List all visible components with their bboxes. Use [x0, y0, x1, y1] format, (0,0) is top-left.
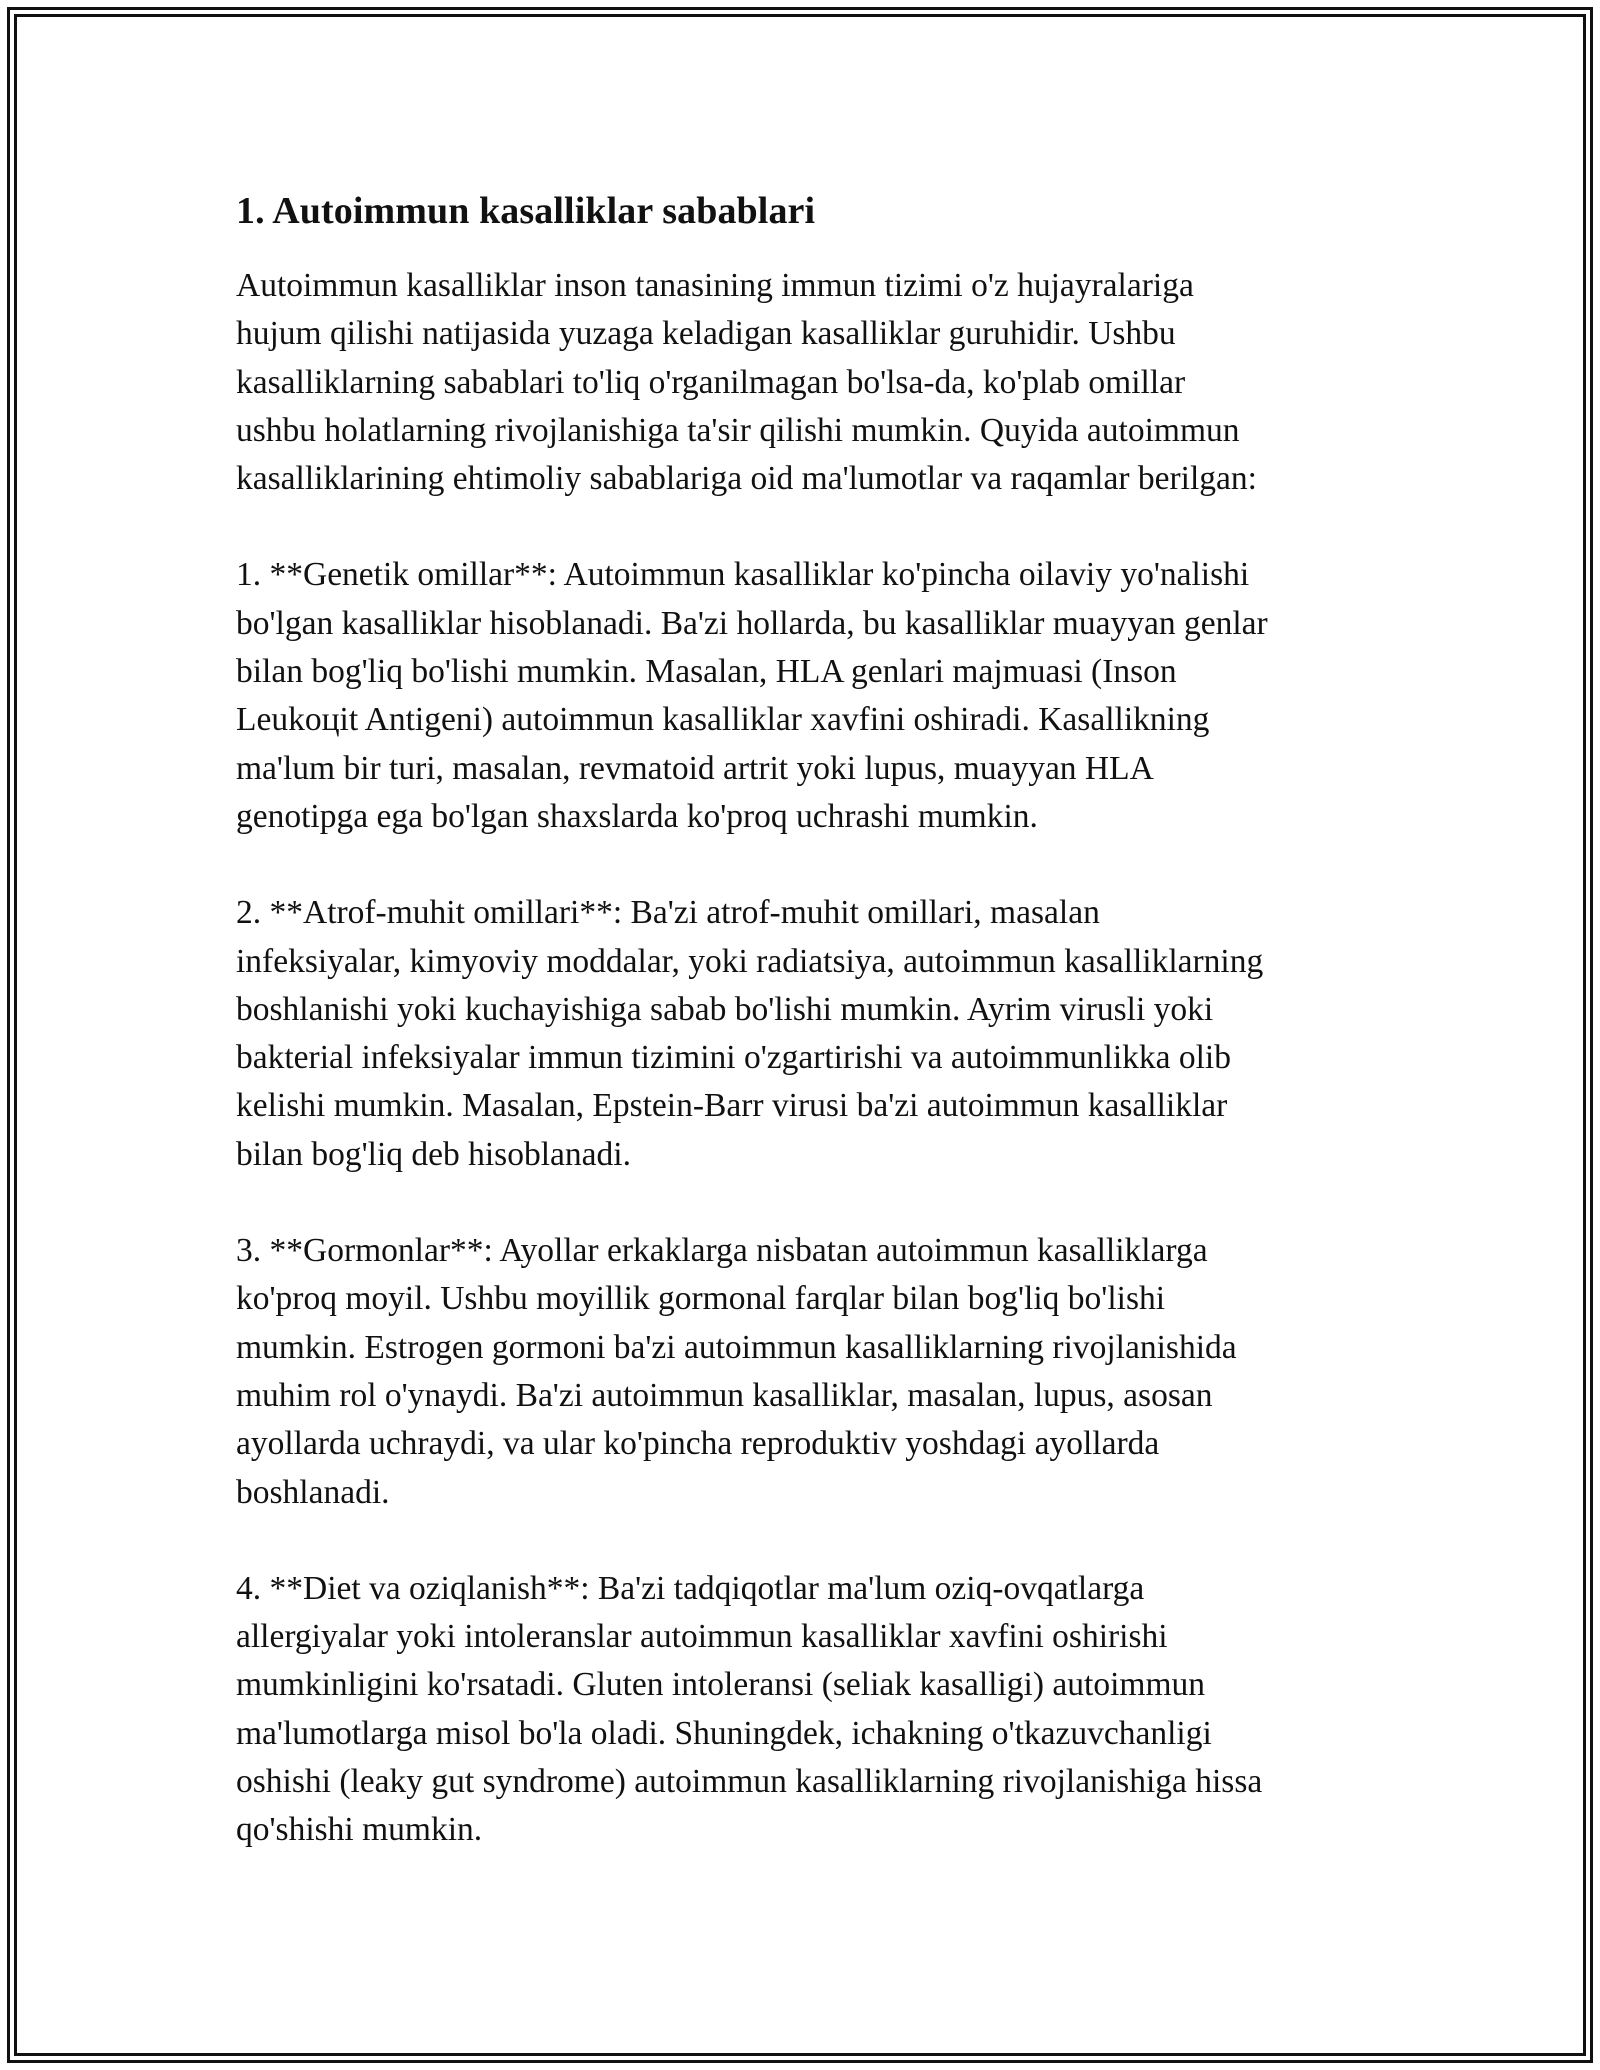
document-body — [236, 186, 1376, 1855]
intro-paragraph: Autoimmun kasalliklar inson tanasining immun tizimi o'z hujayralariga hujum qilishi natijasida yuzaga keladigan kasalliklar guruhidir. Ushbu kasalliklarning sabablari to'liq o'rganilmagan bo'lsa-da, ko'plab omillar ushbu holatlarning rivojlanishiga ta'sir qilishi mumkin. Quyida autoimmun kasalliklarining ehtimoliy sabablariga oid ma'lumotlar va raqamlar berilgan: — [236, 267, 1257, 498]
paragraph-hormones: 3. **Gormonlar**: Ayollar erkaklarga nisbatan autoimmun kasalliklarga ko'proq moyil. Ushbu moyillik gormonal farqlar bilan bog'liq bo'lishi mumkin. Estrogen gormoni ba'zi autoimmun kasalliklarning rivojlanishida muhim rol o'ynaydi. Ba'zi autoimmun kasalliklar, masalan, lupus, asosan ayollarda uchraydi, va ular ko'pincha reproduktiv yoshdagi ayollarda boshlanadi. — [236, 1232, 1237, 1511]
section-heading: 1. Autoimmun kasalliklar sabablari — [236, 190, 816, 232]
paragraph-environmental-factors: 2. **Atrof-muhit omillari**: Ba'zi atrof-muhit omillari, masalan infeksiyalar, kimyoviy moddalar, yoki radiatsiya, autoimmun kasalliklarning boshlanishi yoki kuchayishiga sabab bo'lishi mumkin. Ayrim virusli yoki bakterial infeksiyalar immun tizimini o'zgartirishi va autoimmunlikka olib kelishi mumkin. Masalan, Epstein-Barr virusi ba'zi autoimmun kasalliklar bilan bog'liq deb hisoblanadi. — [236, 894, 1264, 1173]
paragraph-diet-nutrition: 4. **Diet va oziqlanish**: Ba'zi tadqiqotlar ma'lum oziq-ovqatlarga allergiyalar yoki intoleranslar autoimmun kasalliklar xavfini oshirishi mumkinligini ko'rsatadi. Gluten intoleransi (seliak kasalligi) autoimmun ma'lumotlarga misol bo'la oladi. Shuningdek, ichakning o'tkazuvchanligi oshishi (leaky gut syndrome) autoimmun kasalliklarning rivojlanishiga hissa qo'shishi mumkin. — [236, 1569, 1263, 1849]
paragraph-genetic-factors: 1. **Genetik omillar**: Autoimmun kasalliklar ko'pincha oilaviy yo'nalishi bo'lgan kasalliklar hisoblanadi. Ba'zi hollarda, bu kasalliklar muayyan genlar bilan bog'liq bo'lishi mumkin. Masalan, HLA genlari majmuasi (Inson Leukoцit Antigeni) autoimmun kasalliklar xavfini oshiradi. Kasallikning ma'lum bir turi, masalan, revmatoid artrit yoki lupus, muayyan HLA genotipga ega bo'lgan shaxslarda ko'proq uchrashi mumkin. — [236, 556, 1268, 835]
